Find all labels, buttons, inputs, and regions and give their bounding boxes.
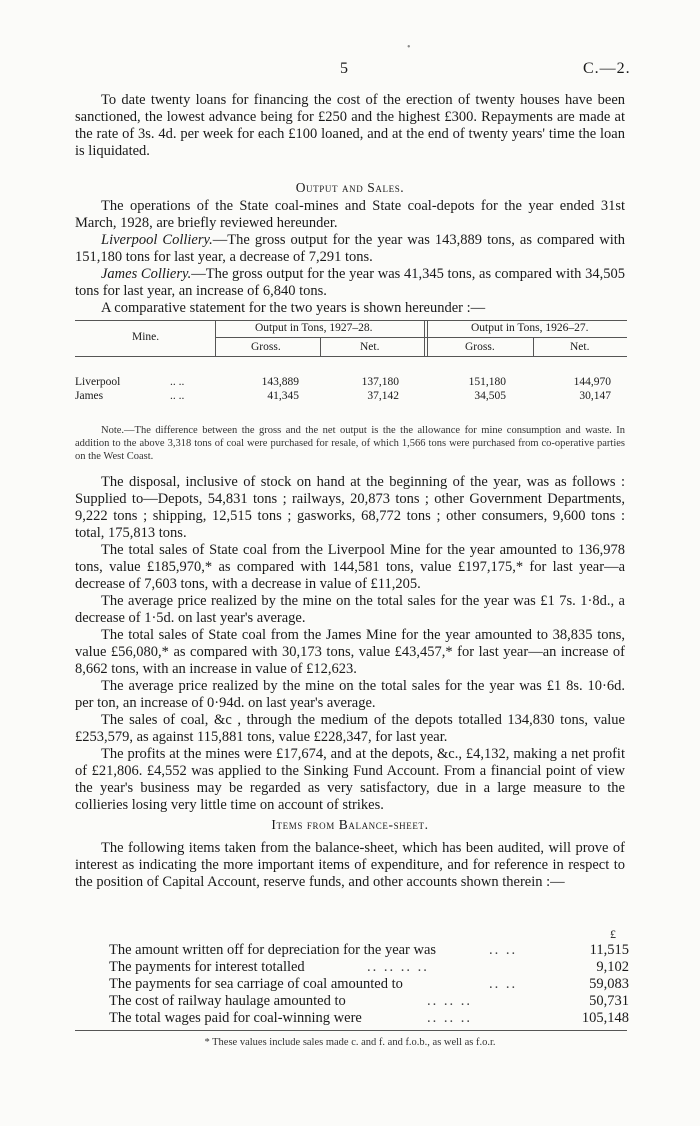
liverpool-colliery-title: Liverpool Colliery.	[101, 232, 213, 248]
item-dots: .. .. ..	[427, 1010, 472, 1026]
divider	[75, 1030, 627, 1031]
table-note: Note.—The difference between the gross and the net output is the the allowance for mine consumption and waste. In addition to the above 3,318 tons of coal were purchased for resale, of which 1,566 tons were purchased from co-operative parties on the West Coast.	[75, 425, 625, 462]
item-value: 59,083	[589, 976, 629, 992]
item-value: 9,102	[596, 959, 629, 975]
james-price-paragraph: The average price realized by the mine on the total sales for the year was £1 8s. 10·6d. per ton, an increase of 0·94d. on last year's average.	[75, 678, 625, 711]
james-output-text: —The gross output for the year was 41,345 tons, as compared with 34,505 tons for last year, an increase of 6,840 tons.	[75, 266, 625, 299]
output-intro-paragraph: The operations of the State coal-mines and State coal-depots for the year ended 31st March, 1928, are briefly reviewed hereunder.	[75, 198, 625, 231]
item-value: 50,731	[589, 993, 629, 1009]
depot-sales-paragraph: The sales of coal, &c , through the medium of the depots totalled 134,830 tons, value £253,579, as against 115,881 tons, value £228,347, for last year.	[75, 712, 625, 745]
header-mine: Mine.	[132, 331, 160, 343]
james-colliery-title: James Colliery.	[101, 266, 192, 282]
item-dots: .. .. ..	[427, 993, 472, 1009]
document-reference: C.—2.	[583, 60, 631, 77]
row-gross-1: 143,889	[261, 376, 299, 388]
row-net-2: 30,147	[579, 390, 611, 402]
james-sales-paragraph: The total sales of State coal from the James Mine for the year amounted to 38,835 tons, value £56,080,* as compared with 30,173 tons, value £43,457,* for last year—an increase of 8,662 tons, with an increase in value of £12,623.	[75, 627, 625, 677]
row-net-1: 137,180	[361, 376, 399, 388]
disposal-paragraph: The disposal, inclusive of stock on hand at the beginning of the year, was as follows : Supplied to—Depots, 54,831 tons ; railways, 20,873 tons ; other Government Departments, 9,222 tons ; shipping, 12,515 tons ; gasworks, 68,772 tons ; other consumers, 9,600 tons : total, 175,813 tons.	[75, 474, 625, 541]
table-row	[75, 390, 627, 404]
james-output-paragraph	[75, 266, 625, 300]
pound-column-header: £	[610, 927, 616, 941]
page-number: 5	[340, 60, 348, 77]
item-label: The amount written off for depreciation for the year was	[109, 942, 437, 958]
section-heading-balance-sheet: Items from Balance-sheet.	[271, 817, 429, 832]
balance-sheet-intro: The following items taken from the balance-sheet, which has been audited, will prove of interest as indicating the more important items of expenditure, and for reference in respect to the position of Capital Account, reserve funds, and other accounts shown therein :—	[75, 840, 625, 890]
row-dots: .. ..	[170, 390, 185, 402]
header-gross-2: Gross.	[465, 341, 495, 353]
section-heading-output-sales: Output and Sales.	[295, 180, 405, 195]
row-gross-2: 151,180	[468, 376, 506, 388]
item-value: 105,148	[581, 1010, 629, 1026]
row-dots: .. ..	[170, 376, 185, 388]
list-item	[109, 942, 629, 959]
footnote: * These values include sales made c. and f. and f.o.b., as well as f.o.r.	[204, 1037, 496, 1048]
loans-paragraph: To date twenty loans for financing the cost of the erection of twenty houses have been sanctioned, the lowest advance being for £250 and the highest £300. Repayments are made at the rate of 3s. 4d. per week for each £100 loaned, and at the end of twenty years' time the loan is liquidated.	[75, 92, 625, 159]
list-item	[109, 959, 629, 976]
header-gross-1: Gross.	[251, 341, 281, 353]
profits-paragraph: The profits at the mines were £17,674, and at the depots, &c., £4,132, making a net profit of £21,806. £4,552 was applied to the Sinking Fund Account. From a financial point of view the year's business may be regarded as very satisfactory, due in a large measure to the collieries losing very little time on account of strikes.	[75, 746, 625, 813]
header-output-1927-28: Output in Tons, 1927–28.	[255, 322, 373, 334]
row-gross-1: 41,345	[267, 390, 299, 402]
liverpool-output-text: —The gross output for the year was 143,889 tons, as compared with 151,180 tons for last year, a decrease of 7,291 tons.	[75, 232, 626, 265]
header-net-1: Net.	[360, 341, 380, 353]
comparative-statement-intro: A comparative statement for the two years is shown hereunder :—	[101, 300, 486, 316]
item-label: The payments for interest totalled	[109, 959, 305, 975]
row-net-1: 37,142	[367, 390, 399, 402]
header-net-2: Net.	[570, 341, 590, 353]
item-label: The cost of railway haulage amounted to	[109, 993, 346, 1009]
item-label: The total wages paid for coal-winning were	[109, 1010, 362, 1026]
row-mine: Liverpool	[75, 376, 121, 388]
item-value: 11,515	[589, 942, 629, 958]
row-mine: James	[75, 390, 104, 402]
header-output-1926-27: Output in Tons, 1926–27.	[471, 322, 589, 334]
margin-mark: •	[407, 42, 411, 53]
liverpool-output-paragraph	[75, 232, 625, 266]
liverpool-sales-paragraph: The total sales of State coal from the Liverpool Mine for the year amounted to 136,978 tons, value £185,970,* as compared with 144,581 tons, value £197,175,* for last year—a decrease of 7,603 tons, with a decrease in value of £11,205.	[75, 542, 625, 592]
table-row	[75, 376, 627, 390]
liverpool-price-paragraph: The average price realized by the mine on the total sales for the year was £1 7s. 1·8d., a decrease of 1·5d. on last year's average.	[75, 593, 625, 626]
output-table	[75, 320, 627, 400]
list-item	[109, 993, 629, 1010]
balance-sheet-items	[109, 942, 629, 1027]
list-item	[109, 976, 629, 993]
item-label: The payments for sea carriage of coal amounted to	[109, 976, 403, 992]
item-dots: .. .. .. ..	[367, 959, 429, 975]
item-dots: .. ..	[489, 942, 518, 958]
list-item	[109, 1010, 629, 1027]
row-gross-2: 34,505	[474, 390, 506, 402]
row-net-2: 144,970	[573, 376, 611, 388]
item-dots: .. ..	[489, 976, 518, 992]
